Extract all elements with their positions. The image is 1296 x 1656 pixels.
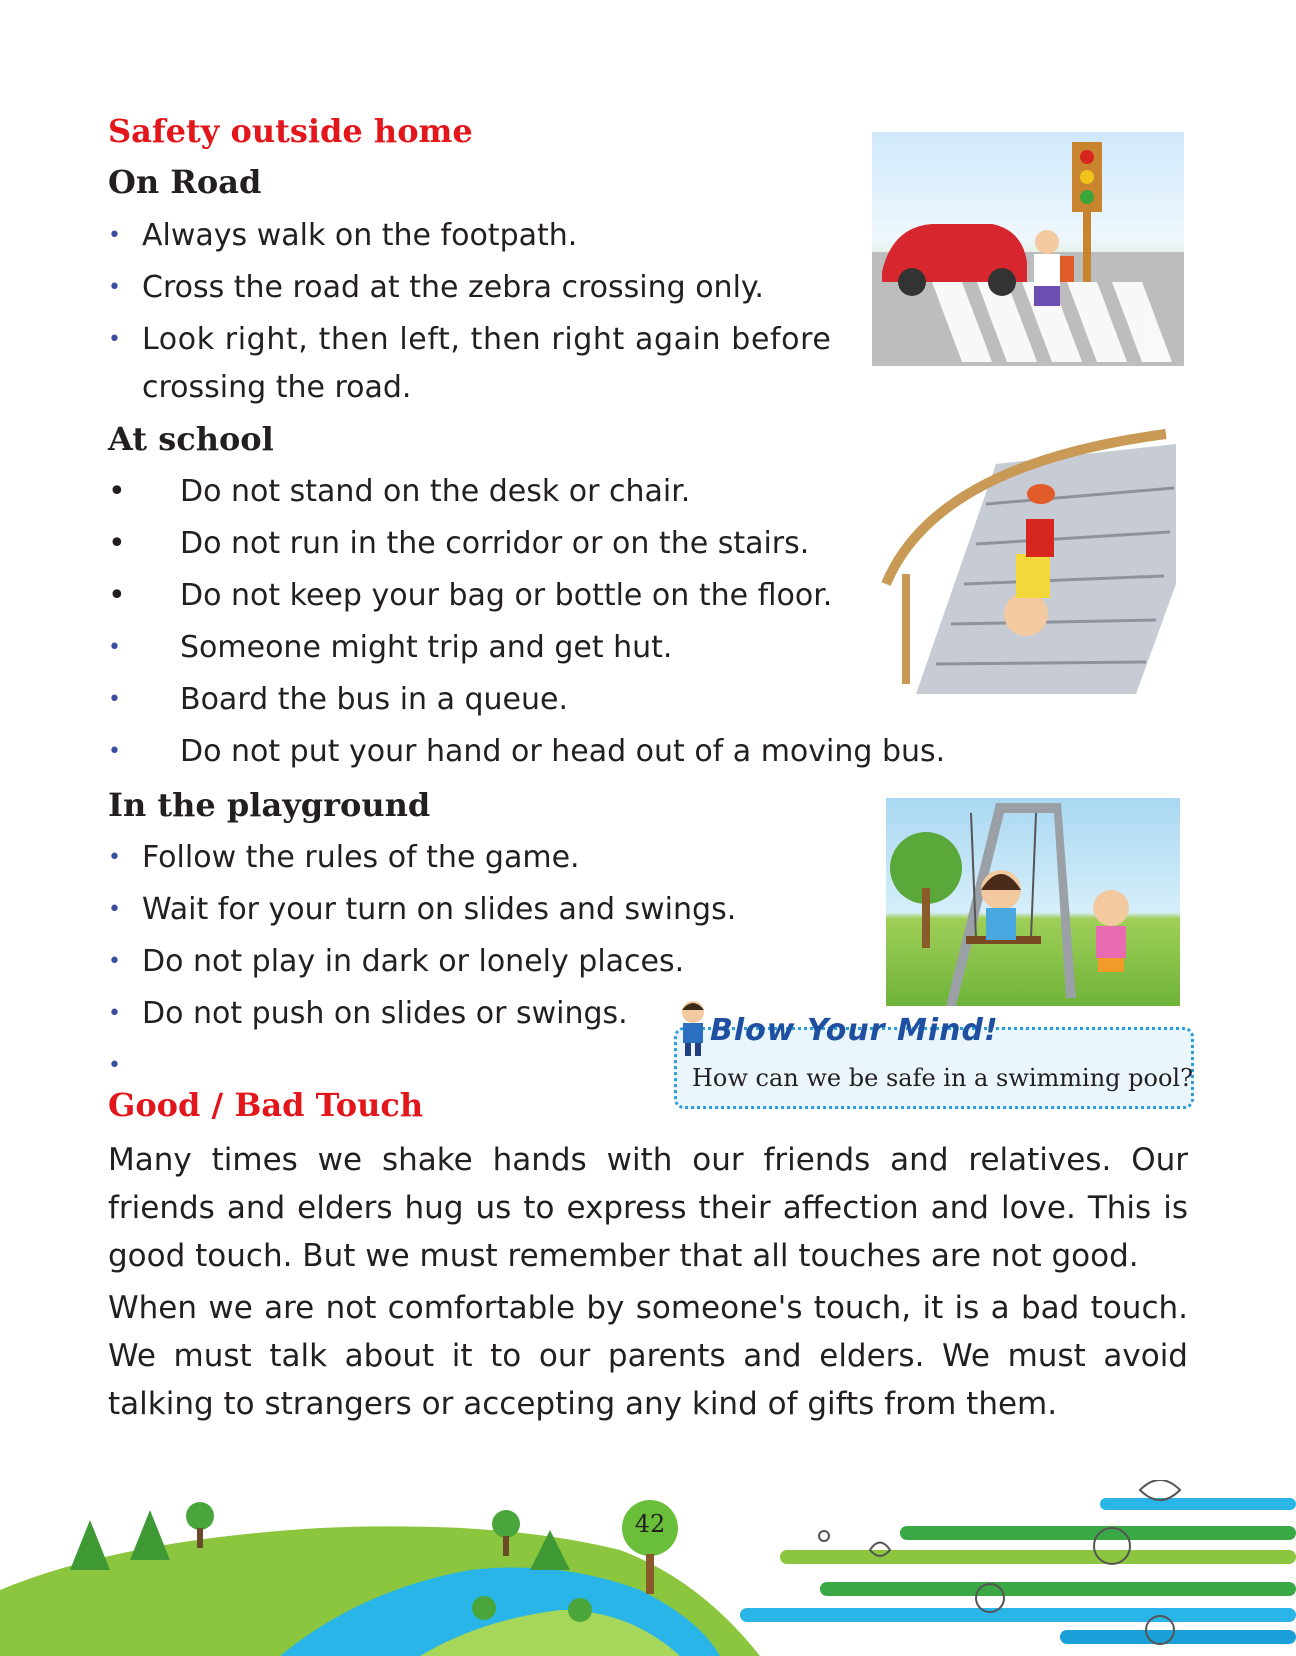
list-item: • Cross the road at the zebra crossing only. [108, 270, 764, 305]
road-crossing-illustration [872, 132, 1184, 366]
paragraph-bad-touch: When we are not comfortable by someone's touch, it is a bad touch. We must talk about it to our parents and elders. We must avoid talking to strangers or accepting any kind of gifts from them. [108, 1290, 1188, 1422]
stairs-fall-illustration [876, 424, 1184, 704]
list-item: • Do not run in the corridor or on the stairs. [108, 526, 810, 561]
list-item: • Follow the rules of the game. [108, 840, 580, 875]
list-item: • Wait for your turn on slides and swings. [108, 892, 737, 927]
boy-mascot-icon [676, 998, 710, 1058]
paragraph-good-touch: Many times we shake hands with our friends and relatives. Our friends and elders hug us to express their affection and love. This is good touch. But we must remember that all touches are not good. [108, 1142, 1188, 1274]
road-rules-list [108, 210, 848, 410]
school-rules-list [108, 466, 968, 778]
list-item: • Look right, then left, then right again before [108, 322, 832, 357]
playground-rules-list: • Follow the rules of the game. • Wait for your turn on slides and swings. • Do not play in dark or lonely places. • Do not push on slides or swings. • [108, 832, 868, 1040]
subheading-at-school: At school [108, 420, 274, 458]
subheading-on-road: On Road [108, 163, 262, 201]
page-number-badge [612, 1500, 688, 1600]
page-number: 42 [634, 1510, 666, 1538]
list-item: • Someone might trip and get hut. [108, 630, 673, 665]
list-item: • Do not push on slides or swings. [108, 996, 628, 1031]
section-title-safety-outside-home: Safety outside home [108, 112, 473, 150]
playground-swing-illustration [886, 798, 1180, 1006]
list-item: • Always walk on the footpath. [108, 218, 578, 253]
list-item: • Board the bus in a queue. [108, 682, 569, 717]
subheading-in-the-playground: In the playground [108, 786, 431, 824]
list-item: • Do not put your hand or head out of a moving bus. [108, 734, 946, 769]
section-title-good-bad-touch: Good / Bad Touch [108, 1086, 424, 1124]
list-item: • Do not keep your bag or bottle on the floor. [108, 578, 833, 613]
swing-drawing [886, 798, 1180, 1006]
list-item: • Do not play in dark or lonely places. [108, 944, 685, 979]
road-crossing-drawing [872, 132, 1184, 366]
stairs-fall-drawing [876, 424, 1184, 704]
blow-your-mind-title: Blow Your Mind! [710, 1013, 999, 1048]
blow-your-mind-question: How can we be safe in a swimming pool? [692, 1064, 1193, 1092]
list-item: • Do not stand on the desk or chair. [108, 474, 691, 509]
list-item-continuation: crossing the road. [142, 370, 412, 405]
